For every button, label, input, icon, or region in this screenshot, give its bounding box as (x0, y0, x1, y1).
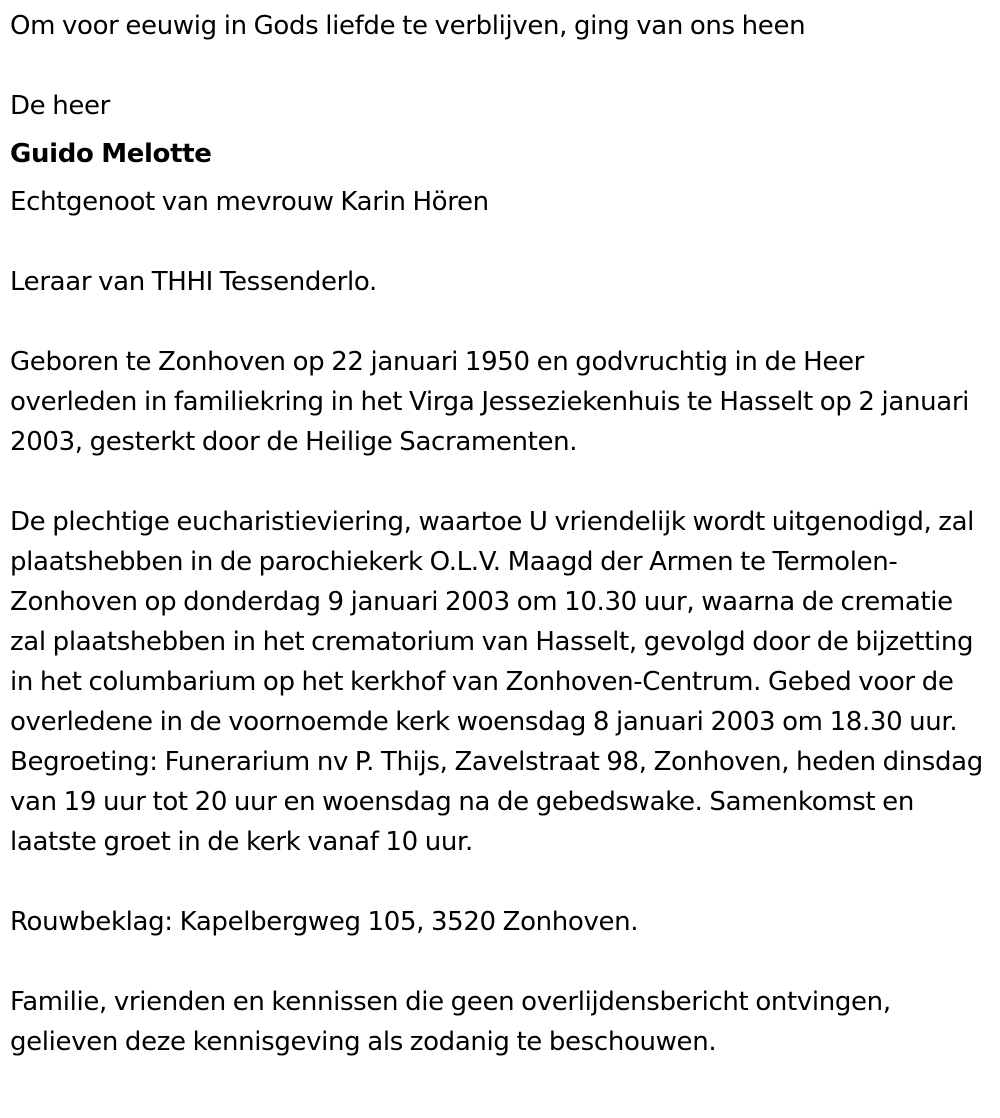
occupation-text: Leraar van THHI Tessenderlo. (10, 267, 377, 297)
spouse-text: Echtgenoot van mevrouw Karin Hören (10, 187, 489, 217)
deceased-name: Guido Melotte (10, 139, 212, 169)
service-paragraph: De plechtige eucharistieviering, waartoe U vriendelijk wordt uitgenodigd, zal plaatshebben in de parochiekerk O.L.V. Maagd der Armen te Termolen-Zonhoven op donderdag 9 januari 2003 om 10.30 uur, waarna de crematie zal plaatshebben in het crematorium van Hasselt, gevolgd door de bijzetting in het columbarium op het kerkhof van Zonhoven-Centrum. Gebed voor de overledene in de voornoemde kerk woensdag 8 januari 2003 om 18.30 uur. Begroeting: Funerarium nv P. Thijs, Zavelstraat 98, Zonhoven, heden dinsdag van 19 uur tot 20 uur en woensdag na de gebedswake. Samenkomst en laatste groet in de kerk vanaf 10 uur. (10, 507, 983, 857)
birth-death-paragraph: Geboren te Zonhoven op 22 januari 1950 en godvruchtig in de Heer overleden in familiekring in het Virga Jesseziekenhuis te Hasselt op 2 januari 2003, gesterkt door de Heilige Sacramenten. (10, 347, 970, 457)
intro-text: Om voor eeuwig in Gods liefde te verblijven, ging van ons heen (10, 11, 806, 41)
closing-paragraph: Familie, vrienden en kennissen die geen overlijdensbericht ontvingen, gelieven deze kennisgeving als zodanig te beschouwen. (10, 987, 891, 1057)
salutation: De heer (10, 91, 110, 121)
condolences-address: Rouwbeklag: Kapelbergweg 105, 3520 Zonhoven. (10, 907, 639, 937)
